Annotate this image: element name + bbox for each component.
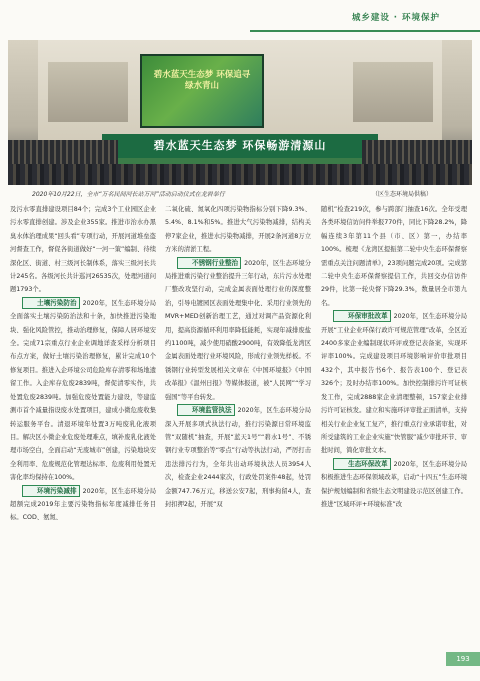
- section-heading: 不锈钢行业整治: [177, 257, 241, 269]
- section-heading: 环境污染减排: [22, 485, 80, 497]
- section-heading: 土壤污染防治: [22, 297, 80, 309]
- section: [165, 257, 311, 404]
- text-column-1: [10, 203, 156, 671]
- audience: [8, 164, 472, 185]
- section-body: 2020年，区生态环境分局开展“工业企业环保行政许可规范管理”改革，全区近2400多家企业编制现状环评或登记表备案，实现环评率100%。完成建设项目环境影响评价审批项目432个，其中报告书6个、报告表100个、登记表326个；及时办结率100%。加快控制排污许可证核发工作，完成2888家企业清理整顿，157家企业排污许可证核发。建立和实施环评审批正面清单，支持相关行业企业复工复产，推行重点行业承诺审批，对所受建筑的工业企业实施“快管服”减少审批环节、审批时间，简化审批文本。: [321, 313, 467, 455]
- paragraph: 及污水零直排建设项目84个；完成3个工业园区企业污水零直排创建。涉及企业355家。推进市治水办黑臭水体治理成果“回头看”专项行动，开展河道堆垒盗河督查工作，督促各街道做好“一河一策”编制、待续深化区、街道、村三级河长制体系，落实三级河长共计245名。各级河长共计巡河26535次，处理河道问题1793个。: [10, 206, 156, 294]
- text-column-2: [165, 203, 311, 671]
- section: [10, 485, 156, 525]
- section: [321, 310, 467, 457]
- photo-caption: 2020年10月22日，全市“万名民间河长站万河”活动启动仪式在龙岩举行: [32, 191, 225, 198]
- section-heading: 环保审批改革: [333, 310, 391, 322]
- section-title: 城乡建设 · 环境保护: [351, 13, 440, 23]
- section-heading: 环境监管执法: [177, 404, 235, 416]
- section: [321, 458, 467, 512]
- screen-text: 碧水蓝天生态梦 环保追寻绿水青山: [153, 70, 251, 91]
- main-screen: [140, 54, 264, 128]
- page-number: 193: [446, 652, 480, 666]
- stage-banner: 碧水蓝天生态梦 环保畅游清源山: [102, 134, 378, 158]
- paragraph: 随机”检查219次，参与跨部门抽查16次。全年受理各类环境信访问件举报770件，同比下降28.2%，降幅连续3年第11个县（市、区）第一，办结率100%。梳理《龙湾区提振第二轮中央生态环保督察需重点关注问题清单》，23项问题完成20项。完成第二轮中央生态环保督察提信工作，共回交办信访件29件，比第一轮央督下降29.3%，数量居全市第九名。: [321, 206, 467, 307]
- side-screen-left: [48, 62, 128, 122]
- section-body: 2020年，区生态环境分局推进重污染行业整治提升三年行动，东片污水处理厂整改攻坚行动，完成金属表面处理行业的深度整治，引导电镀园区表面处理集中化、采用行业领先的MVR+MED创新治理工艺，通过对调产品资源化利用，提高资源循环利用率降低能耗，实现年减排废盐约1100吨，减少使用硝酸2900吨，有效降低龙湾区金属表面处理行业环境风险，形成行业领先样板。不锈钢行业转型发展相关文章在《中国环境报》《中国改革报》《温州日报》等媒体报道，被“人民网”“学习强国”等平台转发。: [165, 259, 311, 401]
- section-body: 2020年，区生态环境分局深入开展多项式执法行动，推行污染源日常环境监管“双随机”抽查，开展“蓝天1号”“碧水1号”、不锈钢行业专项整治等“零点”行动等执法行动，严厉打击违法排污行为，全年共出动环境执法人员3954人次，检查企业2444家次，行政处罚案件48起，处罚金额747.76万元，移送公安7起，刑事拘留4人，查封扣押2起，开展“双: [165, 407, 311, 508]
- text-column-3: [321, 203, 467, 671]
- page-header: [0, 0, 480, 40]
- section-body: 2020年，区生态环境分局积极推进生态环保领域改革，启动“十四五”生态环境保护规划编制和省级生态文明建设示范区创建工作。推进“区域环评+环境标准”改: [321, 460, 467, 508]
- section-body: 2020年，区生态环境分局超额完成2019年主要污染物指标年度减排任务目标。COD、氨氮、: [10, 487, 156, 522]
- section: [10, 297, 156, 485]
- paragraph: 二氧化硫、氮氧化四项污染物指标分别下降9.3%、5.4%、8.1%和5%。推进大气污染物减排，结构关停7家企业，推进水污染物减排，开展2条河道8万立方米的清淤工程。: [165, 206, 311, 254]
- photo-credit: （区生态环境局供稿）: [371, 191, 432, 198]
- header-rule: [250, 30, 480, 32]
- section-body: 2020年，区生态环境分局全面落实土壤污染防治法和十条，加快推进污染地块、强化风险管控，推动治理修复，保障人居环境安全。完成71宗重点行业企业调地详查采样分析项目布点方案，做好土壤污染治理修复，累计完成10个修复项目。推进入企环境公司危险库存清零和场地遗留工作。入企库存危废2839吨，督促清零实作，共处置危废2839吨。加强危废处置能力建设，等建监测市首个减量指设废水处置项目，建成小微危废收集转运服务平台。清退环境年处置3万吨废乳化液项目。解决区小微企业危废处理难点，填补废乳化液处理市场空白，全面启动“无废城市”创建，污染地块安全利用率、危废规范化管理达标率、危废利用处置无害化率均保持在100%。: [10, 299, 156, 482]
- side-screen-right: [353, 62, 433, 122]
- event-photo: [8, 40, 472, 185]
- section: [165, 404, 311, 511]
- section-heading: 生态环保改革: [333, 458, 391, 470]
